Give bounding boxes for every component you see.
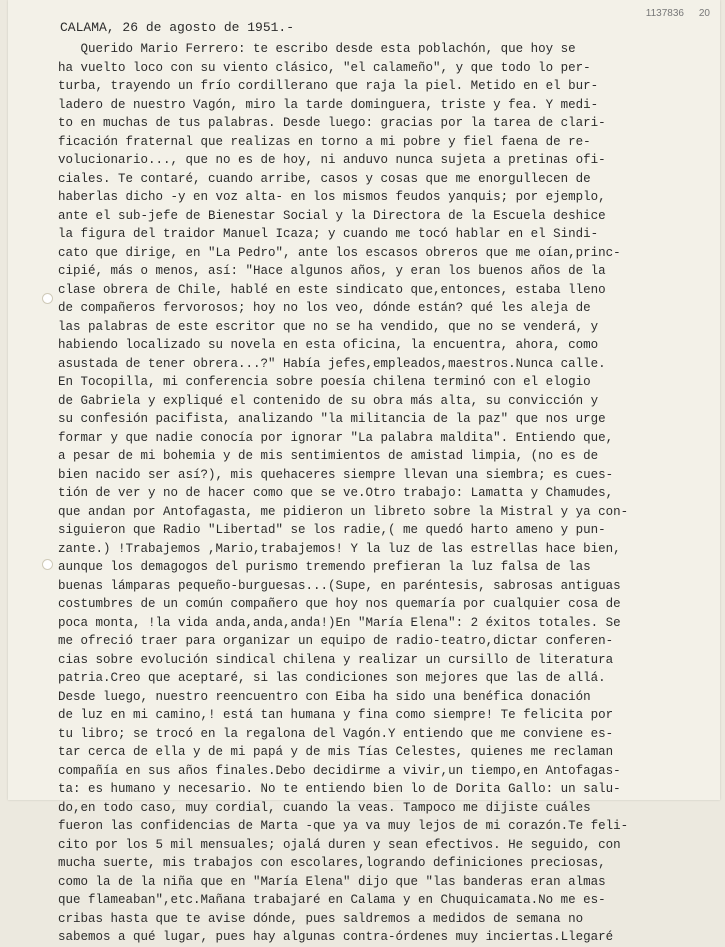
punch-hole [42,559,53,570]
text-line: volucionario..., que no es de hoy, ni anduvo nunca sujeta a pretinas ofi- [58,153,606,167]
text-line: fueron las confidencias de Marta -que ya va muy lejos de mi corazón.Te feli- [58,819,629,833]
text-line: cipié, más o menos, así: "Hace algunos años, y eran los buenos años de la [58,264,606,278]
letter-page [8,0,720,944]
text-line: formar y que nadie conocía por ignorar "La palabra maldita". Entiendo que, [58,430,614,445]
text-line: patria.Creo que aceptaré, si las condiciones son mejores que las de allá. [58,671,606,685]
text-line: tu libro; se trocó en la regalona del Vagón.Y entiendo que me conviene es- [58,726,614,741]
text-line: ficación fraternal que realizas en torno a mi pobre y fiel faena de re- [58,134,591,149]
text-line: compañía en sus años finales.Debo decidirme a vivir,un tiempo,en Antofagas- [58,763,621,778]
text-line: to en muchas de tus palabras. Desde luego: gracias por la tarea de clari- [58,116,606,130]
text-line: mucha suerte, mis trabajos con escolares,logrando definiciones preciosas, [58,856,606,870]
text-line: de compañeros fervorosos; hoy no los veo, dónde están? qué les aleja de [58,301,591,315]
letter-body [58,40,725,947]
text-line: turba, trayendo un frío cordillerano que raja la piel. Metido en el bur- [58,79,599,93]
text-line: do,en todo caso, muy cordial, cuando la veas. Tampoco me dijiste cuáles [58,800,591,815]
text-line: ante el sub-jefe de Bienestar Social y la Directora de la Escuela deshice [58,208,606,223]
text-line: haberlas dicho -y en voz alta- en los mismos feudos yanquis; por ejemplo, [58,190,606,204]
text-line: me ofreció traer para organizar un equipo de radio-teatro,dictar conferen- [58,634,614,648]
dateline: CALAMA, 26 de agosto de 1951.- [60,20,295,35]
text-line: poca monta, !la vida anda,anda,anda!)En "María Elena": 2 éxitos totales. Se [58,615,621,630]
text-line: tión de ver y no de hacer como que se ve.Otro trabajo: Lamatta y Chamudes, [58,486,614,500]
text-line: Querido Mario Ferrero: te escribo desde esta poblachón, que hoy se [58,42,576,56]
text-line: la figura del traidor Manuel Icaza; y cuando me tocó hablar en el Sindi- [58,227,599,241]
text-line: su confesión pacifista, analizando "la militancia de la paz" que nos urge [58,412,606,426]
text-line: sabemos a qué lugar, pues hay algunas contra-órdenes muy inciertas.Llegaré [58,930,614,944]
text-line: habiendo localizado su novela en esta oficina, la encuentra, ahora, como [58,338,599,352]
text-line: buenas lámparas pequeño-burguesas...(Supe, en paréntesis, sabrosas antiguas [58,578,621,593]
text-line: como la de la niña que en "María Elena" dijo que "las banderas eran almas [58,874,606,889]
text-line: En Tocopilla, mi conferencia sobre poesía chilena terminó con el elogio [58,375,591,389]
text-line: cias sobre evolución sindical chilena y realizar un cursillo de literatura [58,652,614,667]
text-line: ha vuelto loco con su viento clásico, "el calameño", y que todo lo per- [58,60,591,75]
text-line: ta: es humano y necesario. No te entiendo bien lo de Dorita Gallo: un salu- [58,782,621,796]
text-line: que andan por Antofagasta, me pidieron un libreto sobre la Mistral y ya con- [58,504,629,519]
text-line: clase obrera de Chile, hablé en este sindicato que,entonces, estaba lleno [58,282,606,297]
text-line: zante.) !Trabajemos ,Mario,trabajemos! Y la luz de las estrellas hace bien, [58,541,621,556]
text-line: ladero de nuestro Vagón, miro la tarde dominguera, triste y fea. Y medi- [58,97,599,112]
text-line: Desde luego, nuestro reencuentro con Eiba ha sido una benéfica donación [58,689,591,704]
text-line: cribas hasta que te avise dónde, pues saldremos a medidos de semana no [58,911,584,926]
text-line: siguieron que Radio "Libertad" se los radie,( me quedó harto ameno y pun- [58,523,606,537]
text-line: de Gabriela y expliqué el contenido de su obra más alta, su convicción y [58,393,599,408]
text-line: que flameaban",etc.Mañana trabajaré en Calama y en Chuquicamata.No me es- [58,893,606,907]
text-line: cito por los 5 mil mensuales; ojalá duren y sean efectivos. He seguido, con [58,837,621,852]
text-line: a pesar de mi bohemia y de mis sentimientos de amistad limpia, (no es de [58,449,599,463]
punch-hole [42,293,53,304]
text-line: tar cerca de ella y de mi papá y de mis Tías Celestes, quienes me reclaman [58,745,614,759]
text-line: asustada de tener obrera...?" Había jefes,empleados,maestros.Nunca calle. [58,356,606,371]
text-line: costumbres de un común compañero que hoy nos quemaría por cualquier cosa de [58,597,621,611]
text-line: las palabras de este escritor que no se ha vendido, que no se venderá, y [58,319,599,334]
text-line: cato que dirige, en "La Pedro", ante los escasos obreros que me oían,princ- [58,245,621,260]
archive-stamp: 1137836 [645,8,684,19]
text-line: de luz en mi camino,! está tan humana y fina como siempre! Te felicita por [58,708,614,722]
text-line: ciales. Te contaré, cuando arribe, casos y cosas que me enorgullecen de [58,171,591,186]
page-number: 20 [698,8,710,19]
text-line: aunque los demagogos del purismo tremendo prefieran la luz falsa de las [58,560,591,574]
text-line: bien nacido ser así?), mis quehaceres siempre llevan una siembra; es cues- [58,467,614,482]
